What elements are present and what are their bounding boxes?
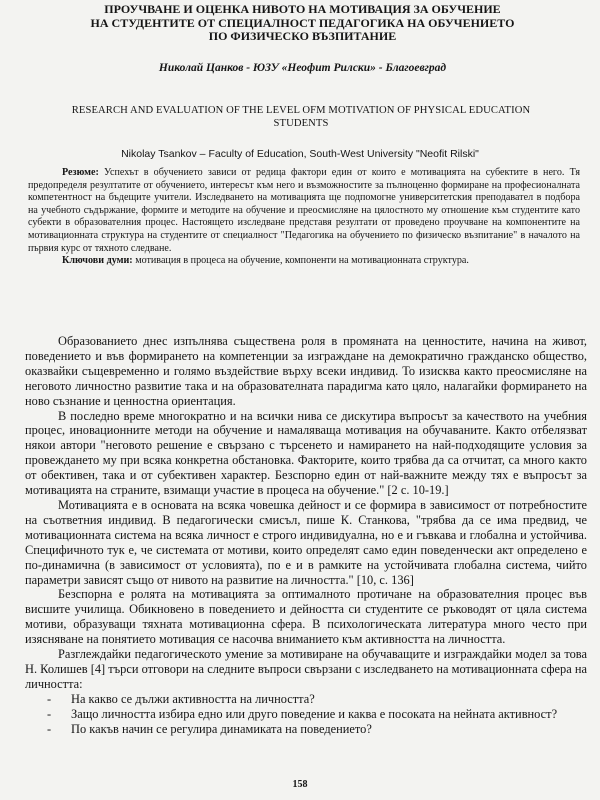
author-bg: Николай Цанков - ЮЗУ «Неофит Рилски» - Благоевград (158, 62, 447, 74)
list-item: - По какъв начин се регулира динамиката на поведението? (47, 721, 372, 736)
title-line: НА СТУДЕНТИТЕ ОТ СПЕЦИАЛНОСТ ПЕДАГОГИКА НА ОБУЧЕНИЕТО (90, 15, 515, 30)
page-number: 158 (292, 779, 308, 790)
abstract-text: Успехът в обучението зависи от редица фактори един от които е мотивацията на субектите в него. Тя предопределя резултатите от обучението, интересът към него и възможностите за пълноценно формиране на професионалната компетентност на бъдещите учители. Изследването на мотивацията ще подпомогне университетския преподавател в подбора на учебното съдържание, формите и методите на обучение и преосмисляне на цялостното му отношение към студентите като субекти в образователния процес. Настоящето изследване представя резултати от проведено проучване на компонентите на мотивационната структура на студентите от специалност "Педагогика на обучението по физическо възпитание" в началото на първия курс от тяхното следване. (28, 167, 580, 254)
keywords-text: мотивация в процеса на обучение, компоненти на мотивационната структура. (132, 255, 469, 267)
list-item: - Защо личността избира едно или друго поведение и каква е посоката на нейната активност? (47, 706, 558, 721)
abstract-paragraph (28, 167, 580, 255)
title-en-line: RESEARCH AND EVALUATION OF THE LEVEL OFM MOTIVATION OF PHYSICAL EDUCATION (71, 105, 531, 116)
body-paragraph: Безспорна е ролята на мотивацията за оптималното протичане на образователния процес във висшите училища. Обикновено в поведението и дейността си студентите се ръководят от цяла система мотиви, образуващи тяхната мотивационна сфера. В психологическата литература много често при изясняване на понятието мотивация се насочва вниманието към активността на личността. (25, 587, 587, 647)
author-en: Nikolay Tsankov – Faculty of Education, South-West University "Neofit Rilski" (121, 148, 479, 160)
list-marker: - (47, 721, 52, 736)
title-line: ПРОУЧВАНЕ И ОЦЕНКА НИВОТО НА МОТИВАЦИЯ ЗА ОБУЧЕНИЕ (104, 2, 501, 16)
question-list (25, 692, 587, 737)
title-line: ПО ФИЗИЧЕСКО ВЪЗПИТАНИЕ (208, 29, 397, 43)
list-marker: - (47, 691, 52, 706)
title-en-line: STUDENTS (273, 118, 329, 129)
body-paragraph: Образованието днес изпълнява съществена роля в промяната на ценностите, начина на живот, поведението и във формирането на компетенции за изграждане на демократично гражданско общество, оказвайки същевременно и голямо въздействие върху всеки индивид. То изисква както преосмисляне на неговото личностно развитие така и на образователната парадигма като цяло, налагайки формирането на ново съзнание и ценностна ориентация. (25, 334, 587, 408)
body-paragraph: В последно време многократно и на всички нива се дискутира въпросът за качеството на учебния процес, иновационните методи на обучение и намаляваща мотивация на обучаваните. Както отбелязват някои автори "неговото решение е свързано с търсенето и намирането на най-подходящите условия за провеждането му при всяка конкретна обстановка. Факторите, които трябва да са отчитат, са много както от обективен, така и от субективен характер. Безспорно един от най-важните между тях е въпросът за мотивацията на страните, взимащи участие в процеса на обучение." [2 с. 10-19.] (25, 408, 587, 498)
body-paragraph: Разглеждайки педагогическото умение за мотивиране на обучаващите и изграждайки модел за това Н. Колишев [4] търси отговори на следните въпроси свързани с изследването на мотивационната сфера на личността: (25, 647, 587, 691)
paper-title-en (16, 104, 586, 130)
keywords-label: Ключови думи: (62, 255, 133, 267)
paper-title-bg (30, 3, 575, 44)
body-paragraph: Мотивацията е в основата на всяка човешка дейност и се формира в зависимост от потребностите на съответния индивид. В педагогически смисъл, пише К. Станкова, "трябва да се има предвид, че мотивационната система на всяка личност е строго индивидуална, но е и гъвкава и глобална и устойчива. Специфичното тук е, че системата от мотиви, които определят само един поведенчески акт определено е по-динамична (в зависимост от условията), по е и в рамките на устойчивата глобална система, чийто параметри зависят също от нивото на развитие на личността." [10, с. 136] (25, 497, 587, 587)
list-item: - На какво се дължи активността на личността? (47, 691, 315, 706)
body-text (25, 334, 587, 736)
keywords-paragraph (28, 255, 580, 268)
abstract-label: Резюме: (62, 167, 99, 178)
list-marker: - (47, 706, 52, 721)
abstract-block (28, 167, 580, 268)
